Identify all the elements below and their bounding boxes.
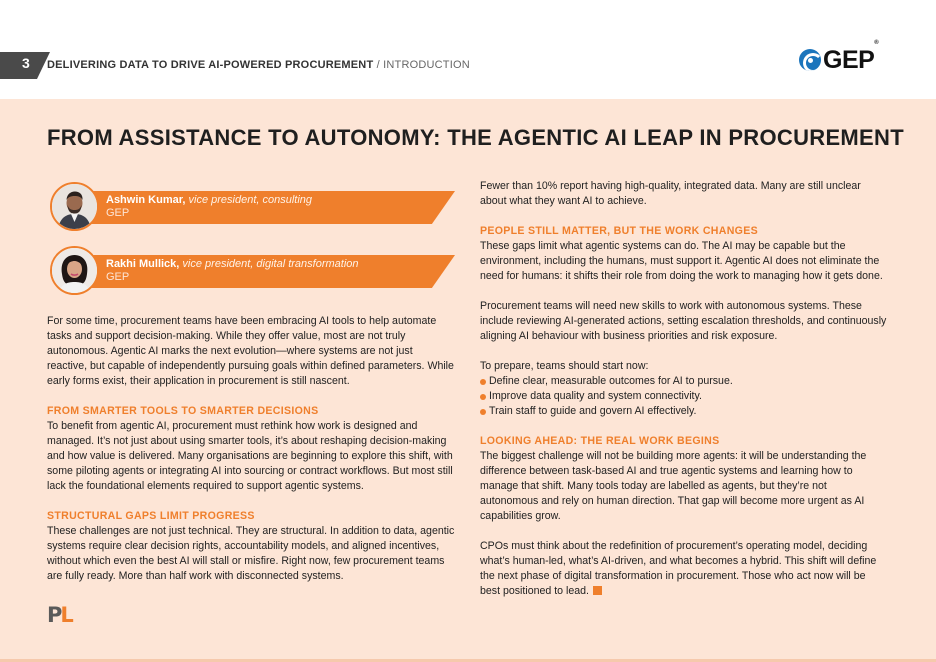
running-title: DELIVERING DATA TO DRIVE AI-POWERED PROCUREMENT (47, 59, 374, 71)
author-name-line (106, 258, 359, 270)
running-head-separator: / (373, 59, 384, 71)
gep-swirl-icon (799, 49, 821, 71)
section-body: Procurement teams will need new skills to work with autonomous systems. These include reviewing AI-generated actions, setting escalation thresholds, and continuously aligning AI behaviour with business priorities and risk exposure. (480, 300, 887, 342)
gep-logo-text: GEP® (823, 39, 879, 74)
section-heading: LOOKING AHEAD: THE REAL WORK BEGINS (480, 435, 720, 447)
author-photo (50, 246, 99, 295)
page-title: FROM ASSISTANCE TO AUTONOMY: THE AGENTIC AI LEAP IN PROCUREMENT (47, 125, 904, 150)
section-body: The biggest challenge will not be building more agents: it will be understanding the difference between task-based AI and true agentic systems and learning how to manage that shift. Many tools today are labelled as agents, but they’re not autonomous and rely on human direction. That gap will become more urgent as AI capabilities grow. (480, 450, 867, 522)
author-name: Ashwin Kumar, (106, 194, 186, 206)
continuation-paragraph: Fewer than 10% report having high-quality, integrated data. Many are still unclear about what they want AI to achieve. (480, 180, 861, 207)
closing-text: CPOs must think about the redefinition of procurement’s operating model, deciding what’s human-led, what’s AI-driven, and what becomes a hybrid. This shift will define the next phase of digital transformation in procurement. Those who act now will be best positioned to lead. (480, 540, 877, 597)
author-org: GEP (106, 207, 130, 219)
section-body: To benefit from agentic AI, procurement must rethink how work is designed and managed. It’s not just about using smarter tools, it’s about reshaping decision-making and how value is delivered. Many organisations are beginning to explore this shift, with some piloting agents or integrating AI into sourcing or contract workflows. But most still lack the foundational elements required to support agentic systems. (47, 420, 453, 492)
section-heading: PEOPLE STILL MATTER, BUT THE WORK CHANGES (480, 225, 758, 237)
running-head (47, 59, 470, 71)
gep-logo (799, 39, 879, 74)
author-role: vice president, digital transformation (182, 258, 359, 270)
list-item: Define clear, measurable outcomes for AI to pursue. (480, 374, 888, 389)
author-portrait-icon (52, 184, 97, 229)
author-card-1 (50, 182, 455, 232)
section-heading: STRUCTURAL GAPS LIMIT PROGRESS (47, 510, 255, 522)
list-item: Train staff to guide and govern AI effectively. (480, 404, 888, 419)
author-portrait-icon (52, 248, 97, 293)
author-org: GEP (106, 271, 130, 283)
page-number: 3 (22, 55, 30, 71)
intro-paragraph: For some time, procurement teams have been embracing AI tools to help automate tasks and support decision-making. While they offer value, most are not truly autonomous. Agentic AI marks the next evolution—where systems are not just reactive, but capable of independently pursuing goals within defined parameters. While early forms exist, their application in procurement is still nascent. (47, 315, 454, 387)
section-body: These challenges are not just technical. They are structural. In addition to data, agentic systems require clear decision rights, accountability models, and aligned incentives, without which even the best AI will stall or misfire. Right now, few procurement teams are fully ready. More than half work with disconnected systems. (47, 525, 455, 582)
list-item: Improve data quality and system connectivity. (480, 389, 888, 404)
bullet-list (480, 374, 888, 419)
pl-logo: PL (47, 603, 72, 627)
prepare-intro: To prepare, teams should start now: (480, 360, 649, 372)
author-photo (50, 182, 99, 231)
right-column (480, 179, 888, 614)
page-header (0, 0, 936, 99)
author-name-line (106, 194, 312, 206)
end-mark-icon (593, 586, 602, 595)
author-role: vice president, consulting (188, 194, 313, 206)
section-body: These gaps limit what agentic systems can do. The AI may be capable but the environment, including the humans, must support it. Agentic AI does not eliminate the need for humans: it shifts their role from doing the work to managing how it gets done. (480, 240, 883, 282)
closing-paragraph (480, 539, 888, 599)
author-name: Rakhi Mullick, (106, 258, 180, 270)
left-column (47, 314, 455, 599)
section-heading: FROM SMARTER TOOLS TO SMARTER DECISIONS (47, 405, 319, 417)
running-section: INTRODUCTION (383, 59, 470, 71)
author-card-2 (50, 246, 455, 296)
